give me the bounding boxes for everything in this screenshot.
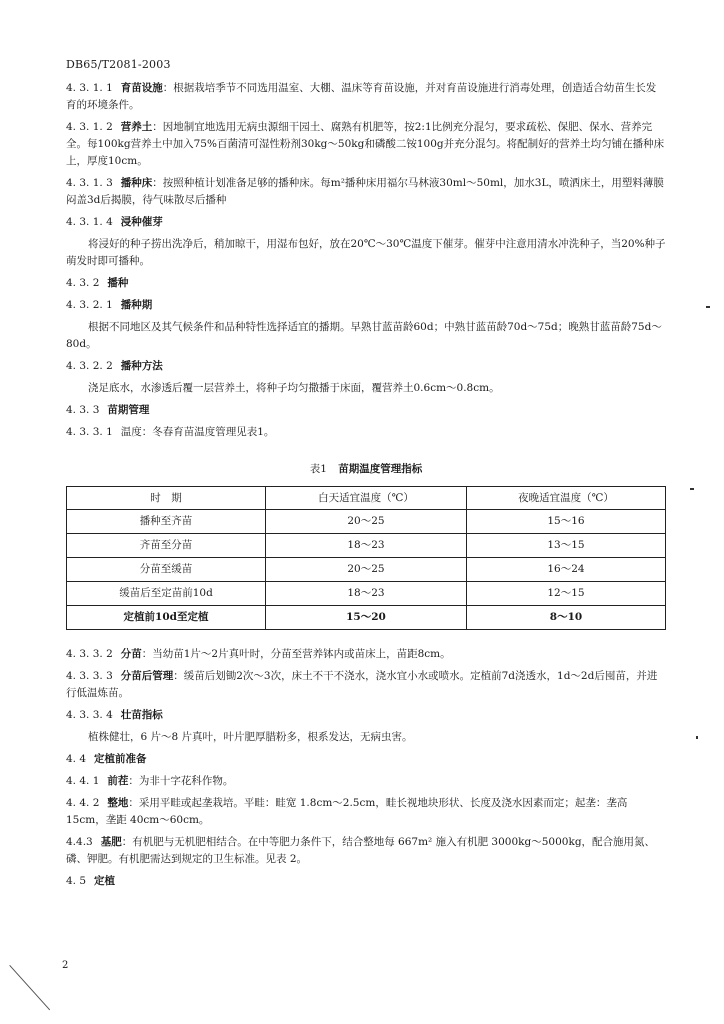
scan-artifact-mark xyxy=(696,736,698,739)
table-cell: 16～24 xyxy=(467,558,666,582)
paragraph xyxy=(66,380,666,397)
section-title: 定植前准备 xyxy=(94,753,147,765)
paragraph xyxy=(66,236,666,270)
table-caption xyxy=(66,461,666,478)
paragraph xyxy=(66,297,666,314)
paragraph xyxy=(66,729,666,746)
section-number: 4. 3. 1. 3 xyxy=(66,177,113,189)
table-cell: 15～20 xyxy=(266,606,467,630)
section-title: 前茬 xyxy=(107,775,129,787)
table-cell: 播种至齐苗 xyxy=(67,510,266,534)
paragraph-text: ：采用平畦或起垄栽培。平畦：畦宽 1.8cm～2.5cm，畦长视地块形状、长度及浇水因素而定；起垄：垄高 15cm，垄距 40cm～60cm。 xyxy=(66,797,628,826)
section-number: 4.4.3 xyxy=(66,836,93,848)
table-cell: 分苗至缓苗 xyxy=(67,558,266,582)
section-number: 4. 4. 2 xyxy=(66,797,100,809)
paragraph xyxy=(66,751,666,768)
paragraph xyxy=(66,424,666,441)
paragraph xyxy=(66,795,666,829)
page-number: 2 xyxy=(62,960,69,971)
paragraph xyxy=(66,668,666,702)
table-cell: 15～16 xyxy=(467,510,666,534)
table-header-night-temp: 夜晚适宜温度（℃） xyxy=(467,487,666,510)
paragraph xyxy=(66,834,666,868)
table-cell: 8～10 xyxy=(467,606,666,630)
paragraph xyxy=(66,707,666,724)
table-cell: 齐苗至分苗 xyxy=(67,534,266,558)
paragraph xyxy=(66,646,666,663)
section-title: 播种床 xyxy=(120,177,153,189)
section-number: 4. 3. 1. 4 xyxy=(66,216,113,228)
table-row xyxy=(67,534,666,558)
section-number: 4. 3. 3. 4 xyxy=(66,709,113,721)
paragraph xyxy=(66,275,666,292)
section-title: 育苗设施 xyxy=(120,82,163,94)
paragraph-text: 植株健壮，6 片～8 片真叶，叶片肥厚腊粉多，根系发达，无病虫害。 xyxy=(88,731,413,743)
section-title: 分苗 xyxy=(120,648,142,660)
section-number: 4. 5 xyxy=(66,875,87,887)
paragraph xyxy=(66,119,666,170)
table-cell: 20～25 xyxy=(266,558,467,582)
paragraph xyxy=(66,873,666,890)
paragraph xyxy=(66,175,666,209)
paragraph-text: ：缓苗后划锄2次～3次，床土不干不浇水，浇水宜小水或喷水。定植前7d浇透水，1d～2d后囤苗，并进行低温炼苗。 xyxy=(66,670,658,699)
temperature-table xyxy=(66,486,666,630)
paragraph xyxy=(66,214,666,231)
paragraph xyxy=(66,80,666,114)
scan-artifact-line xyxy=(9,965,50,1010)
table-row xyxy=(67,582,666,606)
table-row xyxy=(67,558,666,582)
paragraph-text: ：冬春育苗温度管理见表1。 xyxy=(141,426,275,438)
section-title: 浸种催芽 xyxy=(120,216,163,228)
table-caption-title: 苗期温度管理指标 xyxy=(338,463,423,475)
table-row xyxy=(67,510,666,534)
scan-artifact-mark xyxy=(706,306,710,308)
section-number: 4. 3. 3. 2 xyxy=(66,648,113,660)
table-cell: 定植前10d至定植 xyxy=(67,606,266,630)
table-cell: 20～25 xyxy=(266,510,467,534)
section-number: 4. 3. 2 xyxy=(66,277,100,289)
paragraph-text: ：因地制宜地选用无病虫源细干园土、腐熟有机肥等，按2:1比例充分混匀，要求疏松、保肥、保水、营养完全。每100kg营养土中加入75%百菌清可湿性粉剂30kg～50kg和磷酸二铵100g并充分混匀。将配制好的营养土均匀铺在播种床上，厚度10cm。 xyxy=(66,121,665,167)
paragraph xyxy=(66,319,666,353)
table-header-day-temp: 白天适宜温度（℃） xyxy=(266,487,467,510)
paragraph-text: ：根据栽培季节不同选用温室、大棚、温床等育苗设施，并对育苗设施进行消毒处理，创造适合幼苗生长发育的环境条件。 xyxy=(66,82,657,111)
paragraph xyxy=(66,773,666,790)
table-cell: 13～15 xyxy=(467,534,666,558)
section-title: 整地 xyxy=(107,797,129,809)
table-body xyxy=(67,510,666,630)
paragraph-text: ：有机肥与无机肥相结合。在中等肥力条件下，结合整地每 667m² 施入有机肥 3000kg～5000kg，配合施用氮、磷、钾肥。有机肥需达到规定的卫生标准。见表 2。 xyxy=(66,836,656,865)
table-cell: 18～23 xyxy=(266,534,467,558)
section-title: 定植 xyxy=(94,875,116,887)
table-cell: 12～15 xyxy=(467,582,666,606)
paragraph xyxy=(66,402,666,419)
section-title: 温度 xyxy=(120,426,142,438)
section-title: 苗期管理 xyxy=(107,404,150,416)
section-paragraphs-continued xyxy=(66,646,666,890)
section-title: 播种期 xyxy=(120,299,153,311)
section-paragraphs xyxy=(66,80,666,441)
table-header-row xyxy=(67,487,666,510)
paragraph-text: ：当幼苗1片～2片真叶时，分苗至营养钵内或苗床上，苗距8cm。 xyxy=(141,648,451,660)
section-number: 4. 4. 1 xyxy=(66,775,100,787)
paragraph-text: ：按照种植计划准备足够的播种床。每m²播种床用福尔马林液30ml～50ml，加水3L，喷洒床土，用塑料薄膜闷盖3d后揭膜，待气味散尽后播种 xyxy=(66,177,664,206)
section-number: 4. 3. 3. 3 xyxy=(66,670,113,682)
section-number: 4. 3. 1. 2 xyxy=(66,121,113,133)
table-header-period: 时 期 xyxy=(67,487,266,510)
table-caption-number: 表1 xyxy=(309,463,327,475)
paragraph-text: ：为非十字花科作物。 xyxy=(128,775,234,787)
section-title: 营养土 xyxy=(120,121,153,133)
section-title: 播种方法 xyxy=(120,360,163,372)
table-cell: 18～23 xyxy=(266,582,467,606)
section-title: 壮苗指标 xyxy=(120,709,163,721)
paragraph-text: 根据不同地区及其气候条件和品种特性选择适宜的播期。早熟甘蓝苗龄60d；中熟甘蓝苗龄70d～75d；晚熟甘蓝苗龄75d～80d。 xyxy=(66,321,662,350)
section-title: 基肥 xyxy=(100,836,122,848)
section-number: 4. 3. 2. 2 xyxy=(66,360,113,372)
scan-artifact-mark xyxy=(690,488,694,490)
section-number: 4. 4 xyxy=(66,753,87,765)
section-title: 播种 xyxy=(107,277,129,289)
section-number: 4. 3. 2. 1 xyxy=(66,299,113,311)
standard-code-header: DB65/T2081-2003 xyxy=(66,58,171,71)
paragraph-text: 将浸好的种子捞出洗净后，稍加晾干，用湿布包好，放在20℃～30℃温度下催芽。催芽中注意用清水冲洗种子，当20%种子萌发时即可播种。 xyxy=(66,238,666,267)
document-body xyxy=(66,80,666,895)
paragraph-text: 浇足底水，水渗透后覆一层营养土，将种子均匀撒播于床面，覆营养土0.6cm～0.8cm。 xyxy=(88,382,500,394)
section-number: 4. 3. 1. 1 xyxy=(66,82,113,94)
paragraph xyxy=(66,358,666,375)
table-row xyxy=(67,606,666,630)
section-number: 4. 3. 3 xyxy=(66,404,100,416)
table-cell: 缓苗后至定苗前10d xyxy=(67,582,266,606)
section-number: 4. 3. 3. 1 xyxy=(66,426,113,438)
section-title: 分苗后管理 xyxy=(120,670,174,682)
